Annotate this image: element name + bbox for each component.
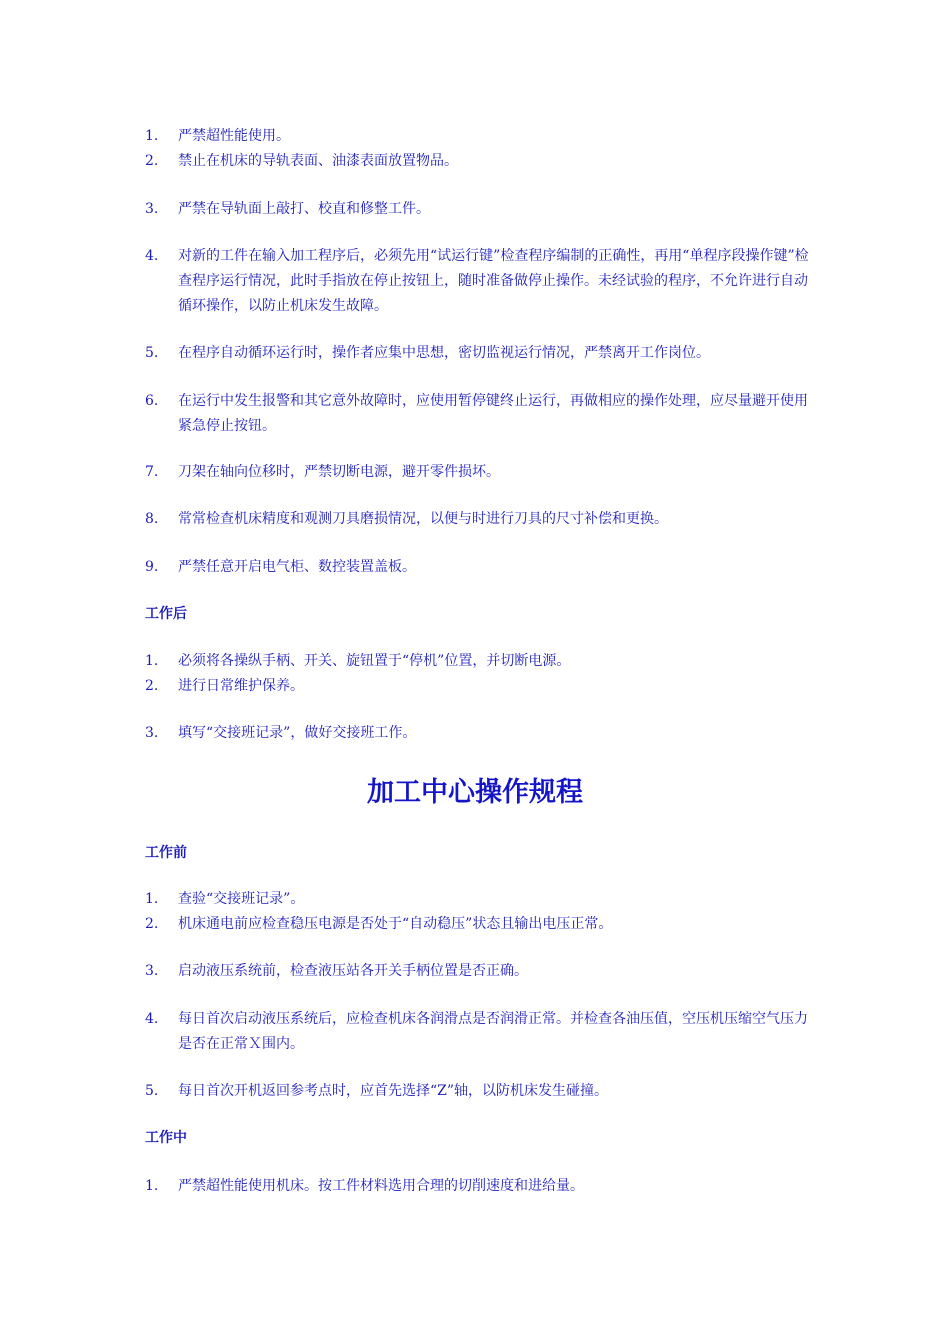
document-title: 加工中心操作规程	[367, 777, 583, 808]
section-heading-during: 工作中	[145, 1130, 187, 1146]
item-number: 8.	[145, 511, 159, 527]
item-text: 刀架在轴向位移时，严禁切断电源，避开零件损坏。	[178, 464, 500, 480]
item-number: 2.	[145, 678, 159, 694]
item-number: 9.	[145, 559, 159, 575]
item-text: 严禁超性能使用。	[178, 128, 290, 144]
list-item	[145, 460, 810, 485]
list-item	[145, 912, 810, 937]
item-text: 严禁任意开启电气柜、数控装置盖板。	[178, 559, 416, 575]
item-text: 禁止在机床的导轨表面、油漆表面放置物品。	[178, 153, 458, 169]
item-number: 1.	[145, 1178, 159, 1194]
item-text: 启动液压系统前，检查液压站各开关手柄位置是否正确。	[178, 963, 528, 979]
item-text: 查验“交接班记录”。	[178, 891, 305, 907]
item-number: 1.	[145, 128, 159, 144]
item-text: 进行日常维护保养。	[178, 678, 304, 694]
item-text: 在程序自动循环运行时，操作者应集中思想，密切监视运行情况，严禁离开工作岗位。	[178, 345, 710, 361]
item-number: 3.	[145, 201, 159, 217]
list-item	[145, 887, 810, 912]
list-item	[145, 555, 810, 580]
list-item	[145, 341, 810, 366]
item-text: 严禁在导轨面上敲打、校直和修整工件。	[178, 201, 430, 217]
list-item	[145, 389, 810, 439]
list-item	[145, 149, 810, 174]
item-number: 4.	[145, 1011, 159, 1027]
item-number: 4.	[145, 248, 159, 264]
section-heading-after: 工作后	[145, 606, 187, 622]
list-item	[145, 1007, 810, 1057]
item-number: 3.	[145, 963, 159, 979]
item-text: 严禁超性能使用机床。按工件材料选用合理的切削速度和进给量。	[178, 1178, 584, 1194]
item-text: 填写“交接班记录”，做好交接班工作。	[178, 725, 417, 741]
item-text: 在运行中发生报警和其它意外故障时，应使用暂停键终止运行，再做相应的操作处理，应尽量避开使用紧急停止按钮。	[178, 393, 808, 434]
item-text: 必须将各操纵手柄、开关、旋钮置于“停机”位置，并切断电源。	[178, 653, 571, 669]
list-item	[145, 124, 810, 149]
item-text: 对新的工件在输入加工程序后，必须先用“试运行键”检查程序编制的正确性，再用“单程序段操作键”检查程序运行情况，此时手指放在停止按钮上，随时准备做停止操作。未经试验的程序，不允许进行自动循环操作，以防止机床发生故障。	[178, 248, 809, 314]
item-number: 5.	[145, 1083, 159, 1099]
list-item	[145, 649, 810, 674]
item-number: 1.	[145, 653, 159, 669]
item-number: 5.	[145, 345, 159, 361]
list-item	[145, 674, 810, 699]
list-item	[145, 1079, 810, 1104]
item-text: 常常检查机床精度和观测刀具磨损情况，以便与时进行刀具的尺寸补偿和更换。	[178, 511, 668, 527]
list-item	[145, 507, 810, 532]
item-text: 机床通电前应检查稳压电源是否处于“自动稳压”状态且输出电压正常。	[178, 916, 613, 932]
item-number: 2.	[145, 153, 159, 169]
item-number: 3.	[145, 725, 159, 741]
list-item	[145, 1174, 810, 1199]
section-heading-before: 工作前	[145, 845, 187, 861]
item-text: 每日首次开机返回参考点时，应首先选择“Z”轴，以防机床发生碰撞。	[178, 1083, 609, 1099]
list-item	[145, 959, 810, 984]
item-number: 1.	[145, 891, 159, 907]
list-item	[145, 244, 810, 319]
item-number: 2.	[145, 916, 159, 932]
item-number: 6.	[145, 393, 159, 409]
item-text: 每日首次启动液压系统后，应检查机床各润滑点是否润滑正常。并检查各油压值，空压机压缩空气压力是否在正常Ｘ围内。	[178, 1011, 808, 1052]
item-number: 7.	[145, 464, 159, 480]
list-item	[145, 721, 810, 746]
list-item	[145, 197, 810, 222]
